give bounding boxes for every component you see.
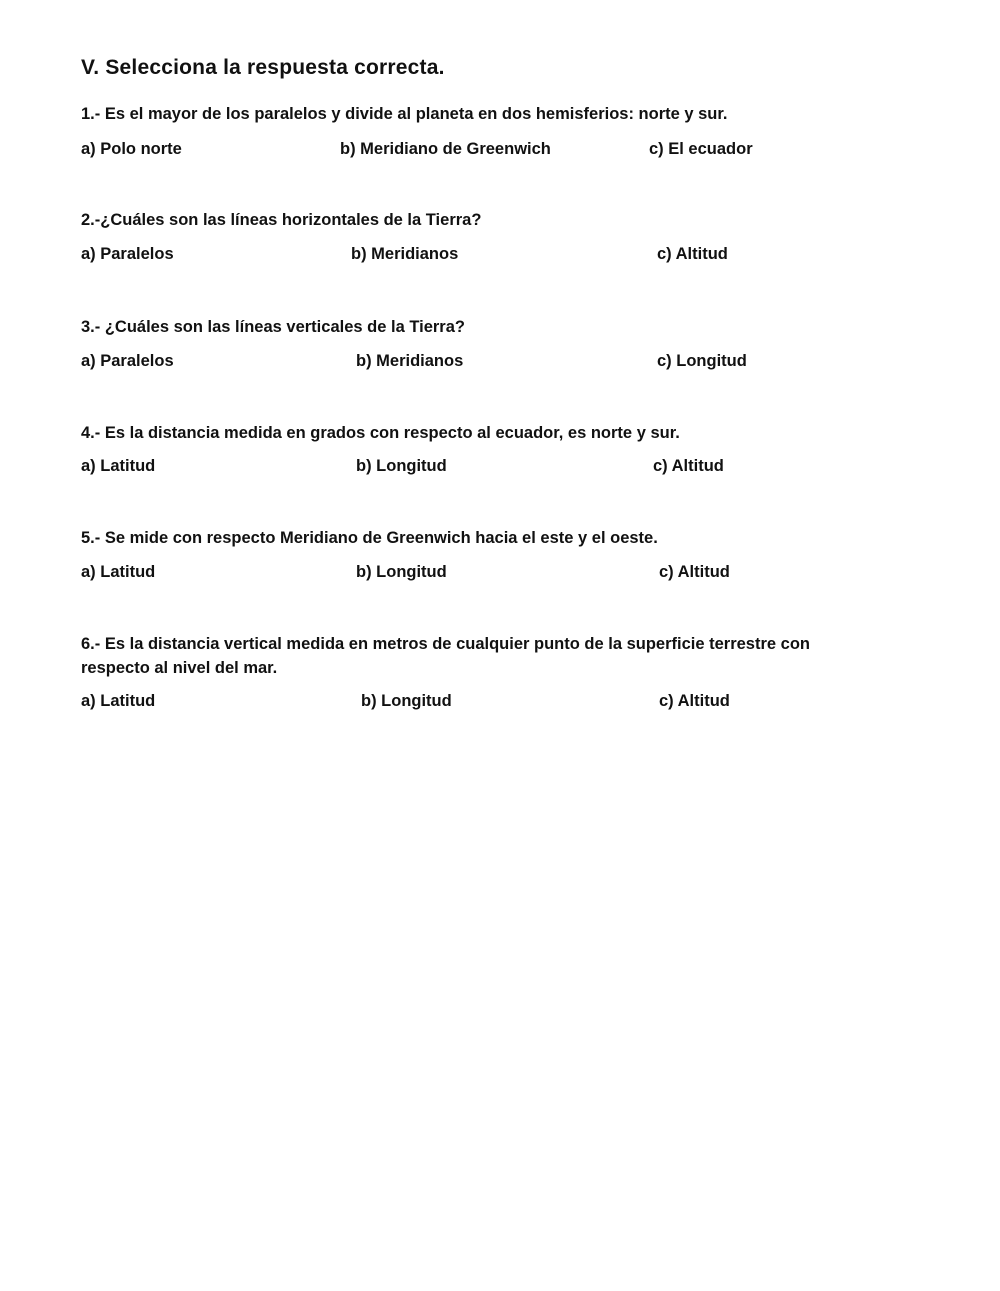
- question-4-option-b[interactable]: b) Longitud: [356, 457, 447, 475]
- question-5-option-c[interactable]: c) Altitud: [659, 563, 730, 581]
- question-3-option-b[interactable]: b) Meridianos: [356, 352, 464, 370]
- question-2-option-c[interactable]: c) Altitud: [657, 245, 728, 263]
- question-3-option-a[interactable]: a) Paralelos: [81, 352, 174, 370]
- question-4-text: 4.- Es la distancia medida en grados con respecto al ecuador, es norte y sur.: [81, 424, 680, 442]
- question-1-option-c[interactable]: c) El ecuador: [649, 140, 753, 158]
- question-6-option-c[interactable]: c) Altitud: [659, 692, 730, 710]
- question-3-text: 3.- ¿Cuáles son las líneas verticales de la Tierra?: [81, 318, 465, 336]
- question-6-text: 6.- Es la distancia vertical medida en metros de cualquier punto de la superficie terrestre con respecto al nivel del mar.: [81, 635, 810, 677]
- question-4-option-c[interactable]: c) Altitud: [653, 457, 724, 475]
- question-6-option-a[interactable]: a) Latitud: [81, 692, 156, 710]
- question-5-option-b[interactable]: b) Longitud: [356, 563, 447, 581]
- question-5-text: 5.- Se mide con respecto Meridiano de Greenwich hacia el este y el oeste.: [81, 529, 658, 547]
- question-5-option-a[interactable]: a) Latitud: [81, 563, 156, 581]
- question-2-text: 2.-¿Cuáles son las líneas horizontales de la Tierra?: [81, 211, 482, 229]
- question-4-option-a[interactable]: a) Latitud: [81, 457, 156, 475]
- question-6-option-b[interactable]: b) Longitud: [361, 692, 452, 710]
- question-2-option-a[interactable]: a) Paralelos: [81, 245, 174, 263]
- section-title: V. Selecciona la respuesta correcta.: [81, 56, 445, 79]
- question-2-option-b[interactable]: b) Meridianos: [351, 245, 459, 263]
- question-1-text: 1.- Es el mayor de los paralelos y divide al planeta en dos hemisferios: norte y sur.: [81, 105, 728, 123]
- question-1-option-a[interactable]: a) Polo norte: [81, 140, 182, 158]
- question-1-option-b[interactable]: b) Meridiano de Greenwich: [340, 140, 551, 158]
- question-3-option-c[interactable]: c) Longitud: [657, 352, 747, 370]
